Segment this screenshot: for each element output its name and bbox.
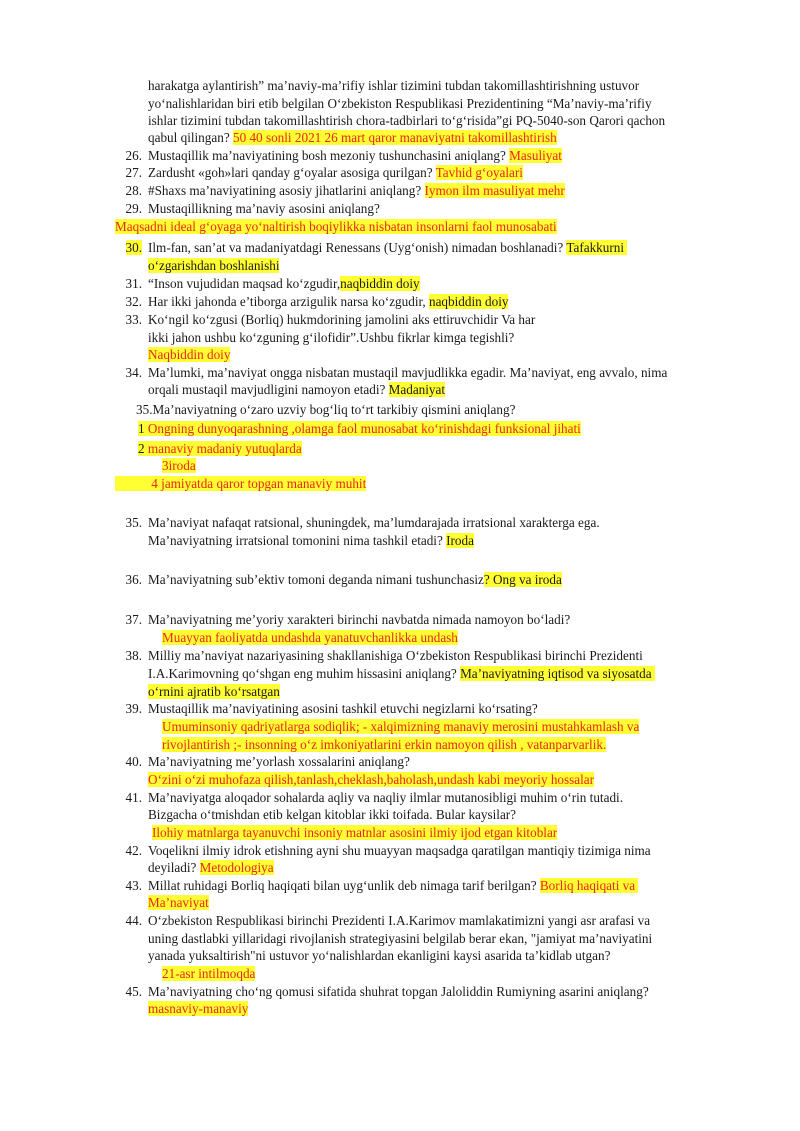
highlighted-answer <box>115 476 151 491</box>
question-text: ikki jahon ushbu ko‘zguning g‘ilofidir”.Ushbu fikrlar kimga tegishli? <box>148 330 515 345</box>
answer-row: 1 Ongning dunyoqarashning ,olamga faol munosabat ko‘rinishdagi funksional jihati <box>138 421 581 436</box>
question-row <box>148 239 627 256</box>
question-text: Millat ruhidagi Borliq haqiqati bilan uyg‘unlik deb nimaga tarif berilgan? <box>148 878 540 893</box>
answer-row <box>162 736 606 753</box>
answer-row <box>162 965 255 982</box>
question-text: Mustaqillik ma’naviyatining asosini tashkil etuvchi negizlarni ko‘rsating? <box>148 701 538 716</box>
question-row <box>148 182 565 199</box>
question-row <box>148 877 638 894</box>
question-text: Ilm-fan, san’at va madaniyatdagi Renessans (Uyg‘onish) nimadan boshlanadi? <box>148 240 567 255</box>
question-number: 30. <box>125 240 142 255</box>
highlighted-answer: O‘zini o‘zi muhofaza qilish,tanlash,cheklash,baholash,undash kabi meyoriy hossalar <box>148 772 595 787</box>
question-text: 35.Ma’naviyatning o‘zaro uzviy bog‘liq to‘rt tarkibiy qismini aniqlang? <box>136 402 516 417</box>
question-number: 27. <box>125 165 142 180</box>
question-text: Ma’naviyatning me’yoriy xarakteri birinchi navbatda nimada namoyon bo‘ladi? <box>148 612 571 627</box>
highlighted-answer: naqbiddin doiy <box>340 276 420 291</box>
question-text: Har ikki jahonda e’tiborga arzigulik narsa ko‘zgudir, <box>148 294 429 309</box>
answer-row: 2 manaviy madaniy yutuqlarda <box>138 441 302 456</box>
question-text: harakatga aylantirish” ma’naviy-ma’rifiy ishlar tizimini tubdan takomillashtirishning ustuvor <box>148 78 640 93</box>
question-number: 38. <box>125 648 142 663</box>
question-text: Zardusht «goh»lari qanday g‘oyalar asosiga qurilgan? <box>148 165 436 180</box>
highlighted-answer: Ilohiy matnlarga tayanuvchi insoniy matnlar asosini ilmiy ijod etgan kitoblar <box>152 825 558 840</box>
highlighted-answer: manaviy madaniy yutuqlarda <box>144 441 302 456</box>
question-number: 36. <box>125 572 142 587</box>
question-text: Mustaqillikning ma’naviy asosini aniqlang? <box>148 201 380 216</box>
answer-row <box>162 629 458 646</box>
highlighted-answer: o‘zgarishdan boshlanishi <box>148 258 280 273</box>
question-row <box>148 164 523 181</box>
answer-row <box>148 894 209 911</box>
highlighted-answer: Madaniyat <box>388 382 446 397</box>
question-number: 32. <box>125 294 142 309</box>
question-number: 43. <box>125 878 142 893</box>
question-text: orqali mustaqil mavjudligini namoyon etadi? <box>148 382 389 397</box>
question-text: O‘zbekiston Respublikasi birinchi Prezidenti I.A.Karimov mamlakatimizni yangi asr arafasi va <box>148 913 651 928</box>
answer-row <box>152 824 557 841</box>
question-row <box>148 147 562 164</box>
question-number: 26. <box>125 148 142 163</box>
question-text: Ma’naviyatning cho‘ng qomusi sifatida shuhrat topgan Jaloliddin Rumiyning asarini aniqlang? <box>148 984 649 999</box>
question-text: Voqelikni ilmiy idrok etishning ayni shu muayyan maqsadga qaratilgan mantiqiy tizimiga nima <box>148 843 651 858</box>
question-text: Ma’naviyatning me’yorlash xossalarini aniqlang? <box>148 754 410 769</box>
highlighted-answer: Borliq haqiqati va <box>539 878 636 893</box>
question-text: Ma’naviyat nafaqat ratsional, shuningdek, ma’lumdarajada irratsional xarakterga ega. <box>148 515 600 530</box>
answer-row <box>148 257 279 274</box>
highlighted-answer: Tavhid g‘oyalari <box>435 165 523 180</box>
highlighted-answer: 50 40 sonli 2021 26 mart qaror manaviyatni takomillashtirish <box>232 130 557 145</box>
highlighted-answer: o‘rnini ajratib ko‘rsatgan <box>148 684 280 699</box>
answer-row <box>148 346 230 363</box>
highlighted-answer: Naqbiddin doiy <box>148 347 231 362</box>
answer-row <box>115 218 557 235</box>
question-number: 37. <box>125 612 142 627</box>
question-text: I.A.Karimovning qo‘shgan eng muhim hissasini aniqlang? <box>148 666 461 681</box>
question-row <box>148 293 508 310</box>
highlighted-answer: Tafakkurni <box>566 240 625 255</box>
question-text: deyiladi? <box>148 860 200 875</box>
question-text: Ma’naviyatning irratsional tomonini nima tashkil etadi? <box>148 533 447 548</box>
question-text: Ma’naviyatga aloqador sohalarda aqliy va naqliy ilmlar mutanosibligi muhim o‘rin tutadi. <box>148 790 624 805</box>
question-number: 44. <box>125 913 142 928</box>
highlighted-answer: Ma’naviyatning iqtisod va siyosatda <box>460 666 652 681</box>
question-text: Ko‘ngil ko‘zgusi (Borliq) hukmdorining jamolini aks ettiruvchidir Va har <box>148 312 536 327</box>
question-text: Ma’naviyatning sub’ektiv tomoni deganda nimani tushunchasiz <box>148 572 484 587</box>
question-number: 40. <box>125 754 142 769</box>
question-text: Milliy ma’naviyat nazariyasining shakllanishiga O‘zbekiston Respublikasi birinchi Prezidenti <box>148 648 643 663</box>
question-row <box>148 275 420 292</box>
highlighted-answer: Maqsadni ideal g‘oyaga yo‘naltirish boqiylikka nisbatan insonlarni faol munosabati <box>115 219 557 234</box>
question-text: Mustaqillik ma’naviyatining bosh mezoniy tushunchasini aniqlang? <box>148 148 510 163</box>
highlighted-answer: 3iroda <box>162 458 196 473</box>
question-text: uning dastlabki yillaridagi rivojlanish strategiyasini belgilab berar ekan, "jamiyat ma’naviyatini <box>148 931 653 946</box>
question-row <box>148 129 557 146</box>
question-text: qabul qilingan? <box>148 130 233 145</box>
answer-row <box>148 771 594 788</box>
question-number: 35. <box>125 515 142 530</box>
question-text: Bizgacha o‘tmishdan etib kelgan kitoblar ikki toifada. Bular kaysilar? <box>148 807 517 822</box>
highlighted-answer: rivojlantirish ;- insonning o‘z imkoniyatlarini erkin namoyon qilish , vatanparvarlik. <box>162 737 607 752</box>
highlighted-answer: 4 jamiyatda qaror topgan manaviy muhit <box>151 476 367 491</box>
question-text: yanada yuksaltirish"ni ustuvor yo‘nalishlardan ekanligini kaysi asarida ta’kidlab utgan? <box>148 948 611 963</box>
question-number: 42. <box>125 843 142 858</box>
question-number: 33. <box>125 312 142 327</box>
answer-row <box>148 1000 248 1017</box>
highlighted-answer: Masuliyat <box>509 148 562 163</box>
question-number: 39. <box>125 701 142 716</box>
highlighted-answer: Iroda <box>446 533 474 548</box>
question-text: ishlar tizimini tubdan takomillashtirish chora-tadbirlari to‘g‘risida”gi PQ-5040-son Qarori qachon <box>148 113 666 128</box>
highlighted-answer: ? Ong va iroda <box>483 572 562 587</box>
highlighted-answer: naqbiddin doiy <box>428 294 509 309</box>
question-text: “Inson vujudidan maqsad ko‘zgudir, <box>148 276 341 291</box>
highlighted-answer: Umuminsoniy qadriyatlarga sodiqlik; - xalqimizning manaviy merosini mustahkamlash va <box>162 719 640 734</box>
question-number: 31. <box>125 276 142 291</box>
answer-row <box>115 475 366 492</box>
highlighted-answer: Metodologiya <box>199 860 274 875</box>
highlighted-answer: Ma’naviyat <box>148 895 209 910</box>
question-number: 41. <box>125 790 142 805</box>
question-row <box>148 859 274 876</box>
answer-row <box>162 457 196 474</box>
question-number: 29. <box>125 201 142 216</box>
question-text: #Shaxs ma’naviyatining asosiy jihatlarini aniqlang? <box>148 183 425 198</box>
question-row <box>148 665 655 682</box>
question-row <box>148 571 562 588</box>
question-row <box>148 381 445 398</box>
question-number: 34. <box>125 365 142 380</box>
answer-row <box>162 718 639 735</box>
highlighted-answer: masnaviy-manaviy <box>148 1001 249 1016</box>
highlighted-answer: Muayyan faoliyatda undashda yanatuvchanlikka undash <box>162 630 458 645</box>
question-text: yo‘nalishlaridan biri etib belgilan O‘zbekiston Respublikasi Prezidentining “Ma’naviy-ma’rifiy <box>148 96 652 111</box>
question-number: 28. <box>125 183 142 198</box>
question-row <box>148 532 474 549</box>
question-number: 45. <box>125 984 142 999</box>
answer-row <box>148 683 280 700</box>
question-text: Ma’lumki, ma’naviyat ongga nisbatan mustaqil mavjudlikka egadir. Ma’naviyat, eng avvalo, nima <box>148 365 668 380</box>
highlighted-answer: Iymon ilm masuliyat mehr <box>424 183 565 198</box>
highlighted-answer: Ongning dunyoqarashning ,olamga faol munosabat ko‘rinishdagi funksional jihati <box>144 421 581 436</box>
highlighted-answer: 21-asr intilmoqda <box>162 966 256 981</box>
